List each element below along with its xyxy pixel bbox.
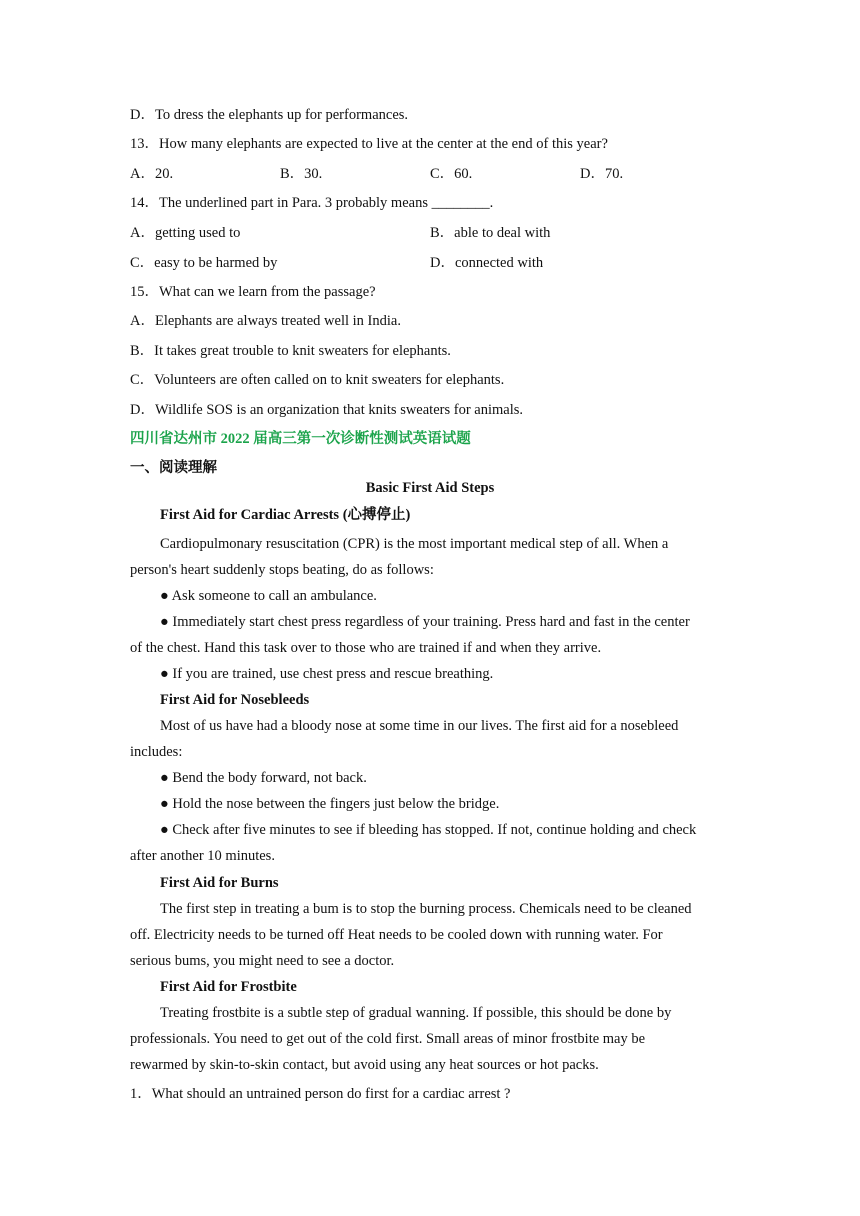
burns-line3: serious bums, you might need to see a doctor.	[130, 953, 395, 969]
cardiac-intro-line1: Cardiopulmonary resuscitation (CPR) is the most important medical step of all. When a	[160, 536, 669, 552]
q14-option-d: D．connected with	[430, 255, 544, 271]
q13-option-b: B．30.	[280, 166, 323, 182]
nose-heading: First Aid for Nosebleeds	[160, 692, 310, 708]
section-heading: 一、阅读理解	[130, 460, 217, 476]
nose-intro-line1: Most of us have had a bloody nose at some time in our lives. The first aid for a nosebleed	[160, 718, 679, 734]
q12-option-d: D．To dress the elephants up for performances.	[130, 107, 409, 123]
cardiac-bullet-2-line2: of the chest. Hand this task over to those who are trained if and when they arrive.	[130, 640, 602, 656]
frostbite-heading: First Aid for Frostbite	[160, 979, 297, 995]
burns-heading: First Aid for Burns	[160, 875, 279, 891]
cardiac-bullet-2-line1: ● Immediately start chest press regardless of your training. Press hard and fast in the center	[160, 614, 690, 630]
q13-option-c: C．60.	[430, 166, 473, 182]
q13-stem: 13．How many elephants are expected to live at the center at the end of this year?	[130, 136, 608, 152]
q15-option-a: A．Elephants are always treated well in India.	[130, 313, 401, 329]
frostbite-line2: professionals. You need to get out of the cold first. Small areas of minor frostbite may be	[130, 1031, 646, 1047]
nose-bullet-3-line1: ● Check after five minutes to see if bleeding has stopped. If not, continue holding and check	[160, 822, 697, 838]
frostbite-line1: Treating frostbite is a subtle step of gradual wanning. If possible, this should be done by	[160, 1005, 672, 1021]
cardiac-bullet-3: ● If you are trained, use chest press and rescue breathing.	[160, 666, 494, 682]
q14-option-b: B．able to deal with	[430, 225, 551, 241]
cardiac-bullet-1: ● Ask someone to call an ambulance.	[160, 588, 377, 604]
burns-line1: The first step in treating a bum is to stop the burning process. Chemicals need to be cleaned	[160, 901, 692, 917]
q15-stem: 15．What can we learn from the passage?	[130, 284, 376, 300]
exam-title: 四川省达州市 2022 届高三第一次诊断性测试英语试题	[130, 431, 471, 447]
passage-title: Basic First Aid Steps	[365, 480, 495, 496]
q13-option-a: A．20.	[130, 166, 174, 182]
nose-intro-line2: includes:	[130, 744, 183, 760]
q14-option-a: A．getting used to	[130, 225, 241, 241]
nose-bullet-3-line2: after another 10 minutes.	[130, 848, 275, 864]
cardiac-intro-line2: person's heart suddenly stops beating, do as follows:	[130, 562, 434, 578]
nose-bullet-1: ● Bend the body forward, not back.	[160, 770, 367, 786]
q1-stem: 1．What should an untrained person do first for a cardiac arrest ?	[130, 1086, 511, 1102]
q15-option-b: B．It takes great trouble to knit sweaters for elephants.	[130, 343, 451, 359]
q15-option-c: C．Volunteers are often called on to knit sweaters for elephants.	[130, 372, 505, 388]
q14-stem: 14．The underlined part in Para. 3 probably means ________.	[130, 195, 494, 211]
q14-option-c: C．easy to be harmed by	[130, 255, 278, 271]
cardiac-heading: First Aid for Cardiac Arrests (心搏停止)	[160, 507, 411, 523]
q13-option-d: D．70.	[580, 166, 624, 182]
frostbite-line3: rewarmed by skin-to-skin contact, but avoid using any heat sources or hot packs.	[130, 1057, 599, 1073]
nose-bullet-2: ● Hold the nose between the fingers just below the bridge.	[160, 796, 500, 812]
burns-line2: off. Electricity needs to be turned off Heat needs to be cooled down with running water. For	[130, 927, 663, 943]
q15-option-d: D．Wildlife SOS is an organization that knits sweaters for animals.	[130, 402, 523, 418]
